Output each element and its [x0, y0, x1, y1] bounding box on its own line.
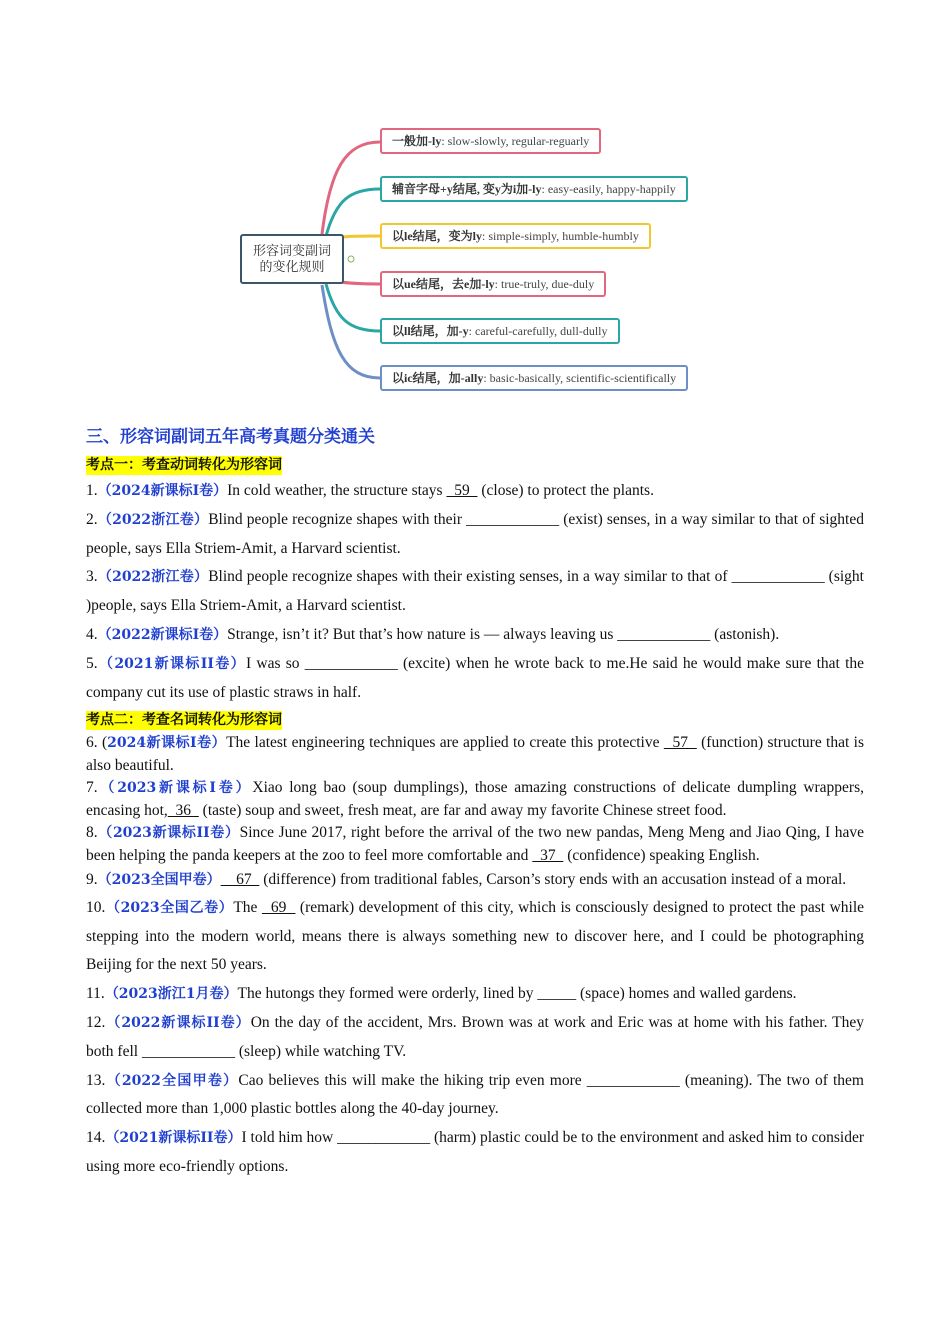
question-source: （2023新课标II卷） — [97, 825, 240, 842]
question-text: In cold weather, the structure stays — [227, 482, 447, 499]
question-number: 10. — [86, 898, 106, 916]
question-text: I was so ____________ (excite) when he wrote back to me.He said he would make sure that the company cut its use of plastic straws in half. — [86, 654, 865, 701]
rule-node-4 — [380, 271, 606, 297]
question-10 — [86, 894, 864, 980]
exercise-content — [86, 420, 864, 1182]
question-6 — [86, 732, 864, 777]
rule-example: : easy-easily, happy-happily — [541, 182, 676, 196]
question-1 — [86, 477, 864, 506]
question-number: 1. — [86, 482, 98, 499]
question-number: 2. — [86, 510, 98, 528]
rule-example: : careful-carefully, dull-dully — [468, 324, 608, 338]
rule-example: : slow-slowly, regular-reguarly — [441, 134, 590, 148]
question-source: 2024新课标I卷） — [107, 735, 227, 752]
question-text-end: (taste) soup and sweet, fresh meat, are far and away my favorite Chinese street food. — [198, 801, 727, 819]
question-text: Blind people recognize shapes with their ____________ (exist) senses, in a way similar to that of sighted people, says Ella Striem-Amit, a Harvard scientist. — [86, 510, 864, 557]
question-text-end: (difference) from traditional fables, Carson’s story ends with an accusation instead of a moral. — [259, 871, 847, 889]
question-source: （2022浙江卷） — [97, 511, 209, 528]
question-text: Xiao long bao (soup dumplings), those amazing constructions of delicate dumpling wrappers, encasing hot, — [86, 779, 865, 819]
question-source: （2021新课标II卷） — [97, 655, 246, 672]
center-line-2: 的变化规则 — [259, 260, 325, 275]
question-number: 12. — [86, 1014, 106, 1032]
rule-label: 辅音字母+y结尾, 变y为i加-ly — [392, 182, 542, 196]
question-9 — [86, 869, 864, 892]
question-text-end: (remark) development of this city, which is consciously designed to protect the past while stepping into the modern world, means there is always something new to discover here, and I could be photographing Beijing for the next 50 years. — [86, 898, 865, 974]
question-7 — [86, 777, 864, 822]
answer-blank: 57 — [663, 734, 697, 752]
question-5 — [86, 650, 864, 708]
question-text: On the day of the accident, Mrs. Brown was at work and Eric was at home with his father. They both fell ____________ (sleep) while watching TV. — [86, 1014, 865, 1060]
question-number: 8. — [86, 824, 98, 842]
rule-node-3 — [380, 223, 651, 249]
question-number: 11. — [86, 985, 105, 1003]
rule-node-6 — [380, 365, 688, 391]
rule-node-2 — [380, 176, 688, 202]
answer-blank: 67 — [220, 871, 260, 889]
rule-example: : basic-basically, scientific-scientifically — [483, 371, 677, 385]
answer-blank: 36 — [167, 801, 199, 819]
question-text-end: (close) to protect the plants. — [477, 482, 654, 499]
rule-node-1 — [380, 128, 601, 154]
question-13 — [86, 1067, 864, 1125]
question-number: 4. — [86, 625, 98, 643]
question-number: 14. — [86, 1129, 106, 1147]
question-number: 3. — [86, 568, 98, 586]
question-number: 5. — [86, 654, 98, 672]
mind-map — [0, 0, 950, 410]
rule-label: 以le结尾，变为ly — [392, 229, 482, 243]
question-source: （2023浙江1月卷） — [104, 986, 238, 1003]
question-source: （2022浙江卷） — [97, 569, 209, 586]
question-number: 6. ( — [86, 734, 108, 752]
question-14 — [86, 1124, 864, 1182]
rule-example: : true-truly, due-duly — [494, 277, 595, 291]
question-11 — [86, 980, 864, 1009]
question-text: I told him how ____________ (harm) plastic could be to the environment and asked him to consider using more eco-friendly options. — [86, 1129, 865, 1176]
question-source: （2021新课标II卷） — [105, 1130, 242, 1147]
question-number: 9. — [86, 871, 98, 889]
point-one-title: 考点一：考查动词转化为形容词 — [86, 457, 282, 473]
rule-label: 以ic结尾，加-ally — [392, 371, 484, 385]
question-text-end: (function) structure that is also beautiful. — [86, 734, 864, 774]
question-text: Blind people recognize shapes with their existing senses, in a way similar to that of ____________ (sight )people, says Ella Striem-Amit, a Harvard scientist. — [86, 568, 864, 615]
question-3 — [86, 563, 864, 621]
question-number: 13. — [86, 1071, 106, 1089]
question-12 — [86, 1009, 864, 1067]
answer-blank: 59 — [446, 482, 478, 499]
section-title: 三、形容词副词五年高考真题分类通关 — [86, 427, 375, 447]
question-text: The latest engineering techniques are applied to create this protective — [226, 734, 664, 752]
mind-map-connectors — [0, 0, 950, 410]
question-text: The — [233, 898, 262, 916]
point-two-title: 考点二：考查名词转化为形容词 — [86, 712, 282, 729]
rule-example: : simple-simply, humble-humbly — [482, 229, 639, 243]
question-source: （2023全国乙卷） — [105, 899, 234, 916]
answer-blank: 69 — [261, 898, 296, 916]
question-text: Strange, isn’t it? But that’s how nature is — always leaving us ____________ (astonish). — [227, 625, 780, 643]
question-source: （2023新课标I卷） — [97, 780, 253, 797]
question-source: （2022新课标II卷） — [105, 1015, 251, 1032]
answer-blank: 37 — [532, 846, 564, 864]
question-text-end: (confidence) speaking English. — [563, 846, 760, 864]
question-number: 7. — [86, 779, 98, 797]
point-two-row — [86, 707, 864, 732]
question-text: Since June 2017, right before the arrival of the two new pandas, Meng Meng and Jiao Qing, I have been helping the panda keepers at the zoo to feel more comfortable and — [86, 824, 865, 864]
rule-node-5 — [380, 318, 620, 344]
center-line-1: 形容词变副词 — [252, 244, 331, 259]
question-2 — [86, 506, 864, 564]
question-source: （2024新课标I卷） — [97, 483, 228, 499]
mind-map-center-node — [240, 234, 344, 284]
rule-label: 以ll结尾，加-y — [392, 324, 469, 338]
question-text: The hutongs they formed were orderly, lined by _____ (space) homes and walled gardens. — [237, 985, 797, 1003]
question-source: （2023全国甲卷） — [97, 872, 221, 889]
question-text: Cao believes this will make the hiking trip even more ____________ (meaning). The two of them collected more than 1,000 plastic bottles along the 40-day journey. — [86, 1071, 864, 1118]
question-source: （2022全国甲卷） — [105, 1072, 239, 1089]
question-8 — [86, 822, 864, 867]
question-source: （2022新课标I卷） — [97, 626, 228, 643]
rule-label: 一般加-ly — [392, 134, 442, 148]
point-one-row — [86, 452, 864, 477]
rule-label: 以ue结尾，去e加-ly — [392, 277, 495, 291]
question-4 — [86, 621, 864, 650]
